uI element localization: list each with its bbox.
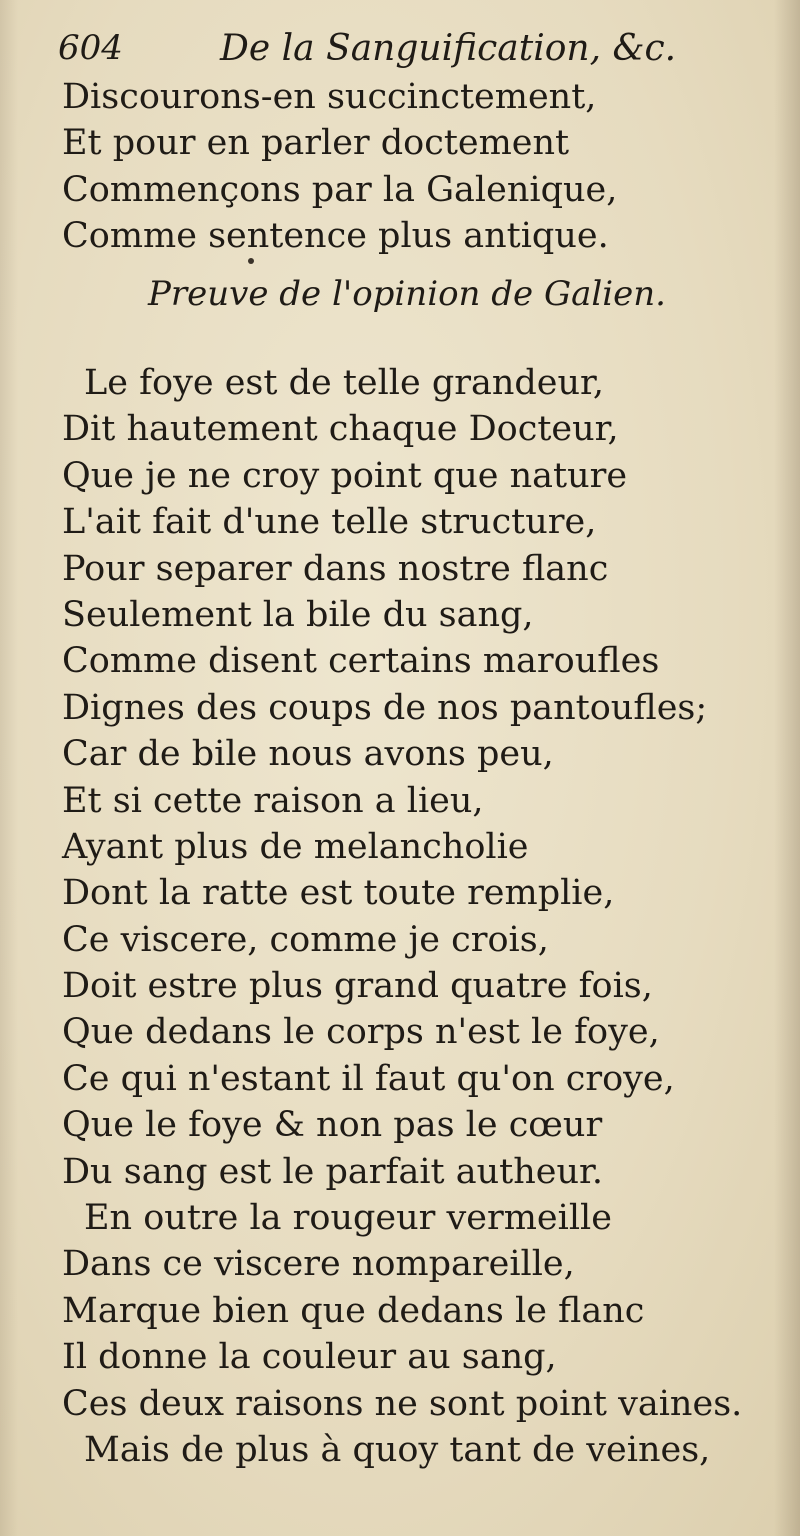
verse-line: Comme disent certains maroufles (62, 641, 660, 682)
verse-line: Dit hautement chaque Docteur, (62, 409, 619, 450)
verse-line: Ce viscere, comme je crois, (62, 919, 549, 960)
running-head: De la Sanguification, &c. (220, 28, 677, 69)
verse-line: Du sang est le parfait autheur. (62, 1151, 604, 1192)
page-shadow-right (774, 0, 800, 1536)
verse-line: Ce qui n'estant il faut qu'on croye, (62, 1058, 675, 1099)
verse-line: Que dedans le corps n'est le foye, (62, 1012, 660, 1053)
verse-line: Et pour en parler doctement (62, 123, 570, 164)
verse-line: En outre la rougeur vermeille (84, 1198, 612, 1239)
verse-line: Doit estre plus grand quatre fois, (62, 966, 653, 1007)
page-header (58, 22, 730, 72)
verse-line: Le foye est de telle grandeur, (84, 363, 605, 403)
page-number: 604 (58, 28, 123, 68)
section-heading: Preuve de l'opinion de Galien. (148, 274, 666, 314)
verse-stanza-1 (62, 74, 742, 260)
verse-stanza-2 (62, 360, 742, 1473)
verse-line: Ayant plus de melancholie (62, 826, 529, 867)
verse-line: Dans ce viscere nompareille, (62, 1244, 575, 1285)
verse-line: Seulement la bile du sang, (62, 594, 534, 635)
page-shadow-left (0, 0, 18, 1536)
verse-line: L'ait fait d'une telle structure, (62, 502, 597, 543)
verse-line: Il donne la couleur au sang, (62, 1337, 557, 1378)
verse-line: Et si cette raison a lieu, (62, 780, 484, 821)
verse-line: Pour separer dans nostre flanc (62, 548, 609, 589)
verse-line: Que je ne croy point que nature (62, 455, 628, 496)
ornament-dot (248, 258, 254, 264)
verse-line: Que le foye & non pas le cœur (62, 1105, 603, 1146)
verse-line: Dont la ratte est toute remplie, (62, 873, 615, 914)
verse-line: Discourons-en succinctement, (62, 77, 597, 117)
verse-line: Car de bile nous avons peu, (62, 734, 554, 775)
verse-line: Ces deux raisons ne sont point vaines. (62, 1383, 743, 1424)
verse-line: Dignes des coups de nos pantoufles; (62, 687, 708, 728)
verse-line: Marque bien que dedans le flanc (62, 1290, 645, 1331)
verse-line: Mais de plus à quoy tant de veines, (84, 1429, 711, 1470)
verse-line: Commençons par la Galenique, (62, 169, 618, 210)
verse-line: Comme sentence plus antique. (62, 216, 609, 257)
